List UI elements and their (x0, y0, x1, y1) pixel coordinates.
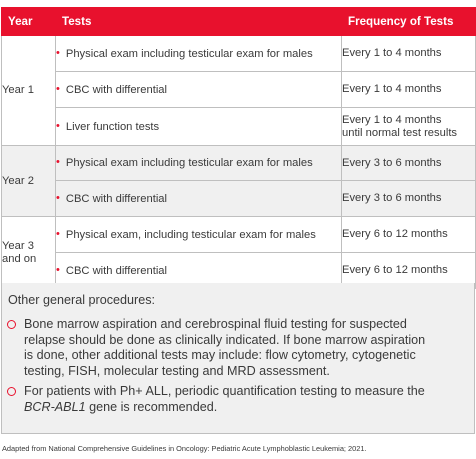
circle-bullet-icon (7, 320, 16, 329)
year-cell: Year 2 (2, 146, 56, 217)
frequency-cell (342, 108, 476, 146)
bullet-icon: • (56, 156, 60, 168)
year-line: and on (2, 252, 37, 265)
table-row (2, 146, 476, 181)
bullet-icon: • (56, 227, 60, 240)
test-label: Physical exam, including testicular exam for males (65, 228, 316, 241)
test-cell (56, 108, 342, 146)
test-cell (56, 146, 342, 181)
year-cell (2, 217, 56, 289)
other-procedures-panel (1, 283, 475, 434)
test-cell (56, 181, 342, 217)
notes-item-ph-positive (24, 384, 464, 415)
frequency-cell: Every 1 to 4 months (342, 72, 476, 108)
table-row (2, 181, 476, 217)
frequency-cell: Every 3 to 6 months (342, 181, 476, 217)
test-label: CBC with differential (65, 192, 168, 205)
frequency-line: Every 1 to 4 months (342, 114, 442, 126)
bullet-icon: • (56, 263, 60, 276)
follow-up-tests-table (1, 7, 476, 289)
source-caption: Adapted from National Comprehensive Guidelines in Oncology: Pediatric Acute Lymphoblastic Leukemia; 2021. (2, 444, 367, 453)
frequency-cell: Every 1 to 4 months (342, 36, 476, 72)
header-tests: Tests (56, 8, 342, 36)
bullet-icon: • (56, 46, 60, 59)
notes-line: relapse should be done as clinically indicated. If bone marrow aspiration (24, 332, 426, 347)
notes-line: testing, FISH, molecular testing and MRD assessment. (24, 363, 330, 378)
notes-line: For patients with Ph+ ALL, periodic quantification testing to measure the (24, 384, 425, 398)
table-row (2, 36, 476, 72)
test-label: CBC with differential (65, 83, 168, 96)
header-year: Year (2, 8, 56, 36)
notes-heading: Other general procedures: (8, 293, 156, 307)
frequency-cell: Every 6 to 12 months (342, 253, 476, 289)
table-row (2, 108, 476, 146)
frequency-cell: Every 6 to 12 months (342, 217, 476, 253)
circle-bullet-icon (7, 387, 16, 396)
table-row (2, 72, 476, 108)
test-label: CBC with differential (65, 264, 168, 277)
notes-line: Bone marrow aspiration and cerebrospinal fluid testing for suspected (24, 317, 407, 331)
test-label: Liver function tests (65, 120, 160, 133)
notes-item-bone-marrow (24, 317, 464, 379)
bullet-icon: • (56, 119, 60, 132)
header-frequency: Frequency of Tests (342, 8, 476, 36)
frequency-cell: Every 3 to 6 months (342, 146, 476, 181)
test-label: Physical exam including testicular exam for males (65, 157, 313, 169)
notes-line-rest: gene is recommended. (85, 399, 218, 414)
test-cell (56, 217, 342, 253)
year-line: Year 3 (2, 239, 34, 252)
year-cell: Year 1 (2, 36, 56, 146)
bullet-icon: • (56, 191, 60, 204)
table-row (2, 217, 476, 253)
notes-line: is done, other additional tests may include: flow cytometry, cytogenetic (24, 348, 416, 363)
notes-line (24, 400, 464, 416)
gene-name: BCR-ABL1 (24, 399, 86, 414)
test-label: Physical exam including testicular exam for males (65, 47, 313, 60)
frequency-line: until normal test results (342, 126, 458, 139)
test-cell (56, 36, 342, 72)
bullet-icon: • (56, 82, 60, 95)
test-cell (56, 72, 342, 108)
table-header-row (2, 8, 476, 36)
